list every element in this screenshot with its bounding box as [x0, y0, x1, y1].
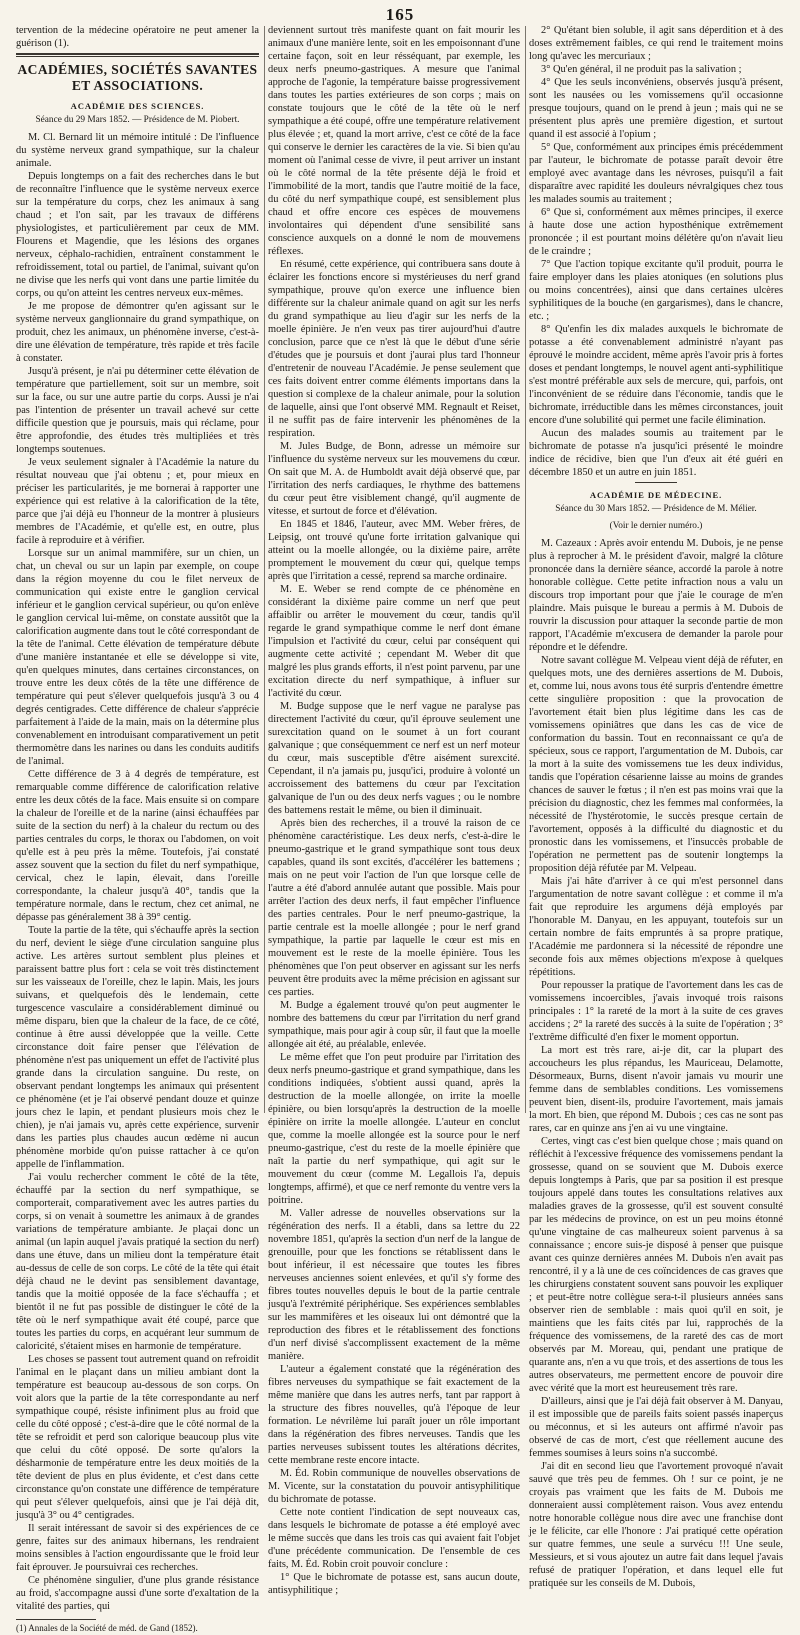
paragraph: Je me propose de démontrer qu'en agissant sur le système nerveux ganglionnaire du grand sympathique, on produit, chez les animaux, un phénomène inverse, c'est-à-dire une élévation de température, très rapide et très facile à constater. [16, 301, 259, 364]
paragraph: En résumé, cette expérience, qui contribuera sans doute à éclairer les fonctions encore si mystérieuses du nerf grand sympathique, prouve qu'on exerce une influence bien différente sur la chaleur animale quand on agit sur les nerfs du grand sympathique au lieu d'agir sur les nerfs de la moelle épinière. Je n'en veux pas tirer aujourd'hui d'autre conclusion, parce que ce n'est là que le début d'une série d'études que je poursuis et dont j'aurai plus tard l'honneur d'entretenir de nouveau l'Académie. Je pense seulement que ces faits doivent entrer comme éléments importans dans la question si complexe de la chaleur animale, pour la solution de laquelle, ainsi que l'ont observé MM. Regnault et Reiset, il ne suffit pas de faire intervenir les phénomènes de la respiration. [268, 259, 520, 439]
paragraph: Lorsque sur un animal mammifère, sur un chien, un chat, un cheval ou sur un lapin par exemple, on coupe dans la région moyenne du cou le filet nerveux de communication qui existe entre le ganglion cervical inférieur et le ganglion cervical supérieur, ou qu'on enlève le ganglion cervical lui-même, on constate aussitôt que la calorification augmente dans tout le côté correspondant de la tête de l'animal. Cette élévation de température débute d'une manière instantanée et elle se développe si vite, qu'en quelques minutes, dans certaines circonstances, on trouve entre les deux côtés de la tête une différence de température qui peut s'élever quelquefois jusqu'à 3 ou 4 degrés centigrades. Cette différence de chaleur s'apprécie parfaitement à l'aide de la main, mais on la détermine plus convenablement en introduisant comparativement un petit thermomètre dans les narines ou dans les conduits auditifs de l'animal. [16, 548, 259, 767]
paragraph: Ce phénomène singulier, d'une plus grande résistance au froid, s'accompagne aussi d'une sorte d'exaltation de la vitalité des parties, qui [16, 1575, 259, 1612]
paragraph: Le même effet que l'on peut produire par l'irritation des deux nerfs pneumo-gastrique et grand sympathique, dans les conditions indiquées, s'obtient aussi quand, après la destruction de la moelle allongée, on irrite la moelle épinière, ou bien lorsqu'après la destruction de la moelle épinière on irrite la moelle allongée. L'auteur en conclut que, comme la moelle allongée est la source pour le nerf pneumo-gastrique, c'est du reste de la moelle épinière que naît la partie du nerf sympathique, qui agit sur le mouvement du cœur (comme M. Legallois l'a, depuis longtemps, affirmé), et que ce nerf remonte du ventre vers la poitrine. [268, 1052, 520, 1206]
section-title: ACADÉMIES, SOCIÉTÉS SAVANTES ET ASSOCIATIONS. [17, 62, 258, 93]
paragraph: M. Cl. Bernard lit un mémoire intitulé : De l'influence du système nerveux grand sympathique, sur la chaleur animale. [16, 132, 259, 169]
paragraph: En 1845 et 1846, l'auteur, avec MM. Weber frères, de Leipsig, ont trouvé qu'une forte irritation galvanique qui atteint ou la moelle allongée, ou la dixième paire, arrête promptement le mouvement du cœur qui, quelque temps après que l'irritation a cessé, reprend sa marche ordinaire. [268, 519, 520, 582]
paragraph: Je veux seulement signaler à l'Académie la nature du résultat nouveau que j'ai obtenu ; et, pour mieux en préciser les particularités, je me bornerai à rapporter une expérience qui est relative à la calorification de la tête, parce que j'ai déjà eu l'honneur de la montrer à plusieurs membres de l'Académie, et qu'elle est, en outre, plus facile à reproduire et à vérifier. [16, 457, 259, 546]
paragraph: Les choses se passent tout autrement quand on refroidit l'animal en le plaçant dans un milieu ambiant dont la température est beaucoup au-dessous de son corps. On voit alors que la partie de la tête correspondante au nerf sympathique coupé, résiste infiniment plus au froid que celle du côté opposé ; c'est-à-dire que le côté normal de la tête se refroidit et perd son calorique beaucoup plus vite que celui du côté opposé. De sorte qu'alors la désharmonie de température entre les deux moitiés de la tête devient de plus en plus évidente, et c'est dans cette circonstance qu'on constate une différence de température qui peut s'élever quelquefois, ainsi que je l'ai déjà dit, jusqu'à 3° ou 4° centigrades. [16, 1354, 259, 1521]
list-item: 4° Que les seuls inconvéniens, observés jusqu'à présent, sont les nausées ou les vomissemens qu'il occasionne presque toujours, quand on le prend à jeun ; mais qui ne se présentent plus après une première digestion, et surtout quand il est associé à l'opium ; [529, 77, 783, 140]
section-rule [16, 56, 259, 57]
column-divider [264, 26, 265, 1113]
paragraph: L'auteur a également constaté que la régénération des fibres nerveuses du sympathique se fait exactement de la même manière que dans les autres nerfs, tant par rapport à la structure des fibres nouvelles, qu'à l'époque de leur formation. Le névrilème lui paraît jouer un rôle important dans la régénération des fibres nerveuses. Tandis que les parties nerveuses subissent toutes les altérations décrites, cette membrane reste encore intacte. [268, 1364, 520, 1466]
paragraph: D'ailleurs, ainsi que je l'ai déjà fait observer à M. Danyau, il est impossible que de pareils faits soient passés inaperçus ou méconnus, et si les auteurs ont affirmé n'avoir pas observé de cas de mort, c'est que réellement aucune des femmes soumises à leurs soins n'a succombé. [529, 1396, 783, 1459]
paragraph: Cette différence de 3 à 4 degrés de température, est remarquable comme différence de calorification relative entre les deux côtés de la face. Mais ensuite si on compare la chaleur de l'oreille et de la narine (ainsi échauffées par suite de la section du nerf) à la chaleur du rectum ou des parties centrales du corps, le thorax ou l'abdomen, on voit qu'elle est à peu près la même. Toutefois, j'ai constaté assez souvent que la section du filet du nerf sympathique, cervical, chez le lapin, élevait, dans l'oreille correspondante, la chaleur jusqu'à 40°, tandis que la température normale, dans le rectum, chez cet animal, ne dépasse pas généralement 38 à 39° centig. [16, 769, 259, 923]
list-item: 8° Qu'enfin les dix malades auxquels le bichromate de potasse a été convenablement administré n'ayant pas éprouvé le moindre accident, même après l'avoir pris à fortes doses et pendant longtemps, le nouvel agent anti-syphilitique s'est montré préférable aux sels de mercure, qui, parfois, ont l'inconvénient de se réduire dans l'économie, tandis que le bichromate, irréductible dans les mêmes circonstances, jouit encore d'une solubilité qui permet une facile élimination. [529, 324, 783, 426]
paragraph: Aucun des malades soumis au traitement par le bichromate de potasse n'a jusqu'ici présenté le moindre indice de récidive, bien que l'un d'eux ait été guéri en décembre 1850 et un autre en juin 1851. [529, 428, 783, 478]
footnote: (1) Annales de la Société de méd. de Gand (1852). [16, 1623, 198, 1633]
paragraph: M. Cazeaux : Après avoir entendu M. Dubois, je ne pense plus à reprocher à M. le président d'avoir, malgré la clôture prononcée dans la dernière séance, accordé la parole à notre honorable collègue. Cette petite infraction nous a valu un discours trop important pour que j'aie le courage de m'en plaindre. Mais puisque le bureau a permis à M. Dubois de rouvrir la discussion pour attaquer la seconde partie de mon rapport, l'Académie m'excusera de demander la parole pour répondre et le défendre. [529, 538, 783, 653]
column-divider [525, 26, 526, 1113]
continued-paragraph: tervention de la médecine opératoire ne peut amener la guérison (1). [16, 25, 259, 49]
paragraph: Depuis longtemps on a fait des recherches dans le but de reconnaître l'influence que le système nerveux exerce sur la température du corps, chez les animaux à sang chaud ; et l'on sait, par les travaux de différens physiologistes, et particulièrement par ceux de MM. Flourens et Magendie, que les lésions des organes nerveux, céphalo-rachidien, entraînent constamment le refroidissement, total ou partiel, de l'animal, suivant qu'on ne divise que les nerfs qui vont dans une partie limitée du corps, ou qu'on atteint les centres nerveux eux-mêmes. [16, 171, 259, 299]
paragraph: M. E. Weber se rend compte de ce phénomène en considérant la dixième paire comme un nerf que peut affaiblir ou arrêter le mouvement du cœur, tandis qu'il regarde le grand sympathique comme le nerf dont émane l'impulsion et l'activité du cœur, celui par conséquent qui augmente cette activité ; cependant M. Weber dit que malgré les plus grands efforts, il n'est point parvenu, par une excitation directe du nerf sympathique, à influer sur l'activité du cœur. [268, 584, 520, 699]
paragraph: J'ai voulu rechercher comment le côté de la tête, échauffé par la section du nerf sympathique, se comporterait, comparativement avec les autres parties du corps, si on venait à soumettre les animaux à de grandes variations de température ambiante. Je plaçai donc un animal (un lapin auquel j'avais pratiqué la section du nerf) dans une étuve, dans un milieu dont la température était au-dessus de celle de son corps. Le côté de la tête qui était déjà chaud ne le devint pas sensiblement davantage, tandis que la moitié opposée de la face s'échauffa ; et bientôt il ne fut pas possible de distinguer le côté de la tête où le nerf sympathique avait été coupé, parce que toutes les parties du corps, en acquérant leur summum de caloricité, s'étaient mises en harmonie de température. [16, 1172, 259, 1352]
section-rule [16, 53, 259, 55]
list-item: 6° Que si, conformément aux mêmes principes, il exerce à haute dose une action hyposthénique extrêmement prononcée ; il est pourtant moins délétère qu'on n'avait lieu de le craindre ; [529, 207, 783, 257]
paragraph: Jusqu'à présent, je n'ai pu déterminer cette élévation de température que partiellement, soit sur un membre, soit sur la face, ou sur une autre partie du corps. Aussi je n'ai pas l'intention de présenter un travail achevé sur cette difficile question que je poursuis, mais qui réclame, pour être approfondie, des études très multipliées et très longtemps soutenues. [16, 366, 259, 455]
paragraph: Notre savant collègue M. Velpeau vient déjà de réfuter, en quelques mots, une des dernières assertions de M. Dubois, et, comme lui, nous avons tous été surpris d'entendre émettre cette singulière proposition : que la provocation de l'avortement était bien plus légitime dans les cas de vomissemens opiniâtres que dans les cas de vice de conformation du bassin. Tout en reconnaissant ce qu'a de spécieux, sous ce rapport, l'argumentation de M. Dubois, car la mort à la suite des vomissemens tue les deux individus, tandis que l'opération césarienne laisse au moins de grandes chances de sauver le fœtus ; il n'en est pas moins vrai que la précision du diagnostic, chez les femmes mal conformées, la nécessité de l'hystérotomie, le succès presque certain de l'avortement, opposés à la difficulté du diagnostic et du pronostic dans les vomissemens, et l'insuccès probable de l'opération ne permettent pas de soutenir longtemps la proposition déjà réfutée par M. Velpeau. [529, 655, 783, 874]
paragraph: Après bien des recherches, il a trouvé la raison de ce phénomène caractéristique. Les deux nerfs, c'est-à-dire le pneumo-gastrique et le grand sympathique sont tous deux capables, quand ils sont excités, d'accélérer les battemens ; mais on ne peut voir l'action de l'un que lorsque celle de l'autre a été d'abord annulée autant que possible. Mais pour arrêter l'action des deux nerfs, il faut empêcher l'influence des parties centrales. Pour le nerf pneumo-gastrique, la partie centrale est la moelle allongée ; pour le nerf grand sympathique, la partie par laquelle le cœur est mis en mouvement est le reste de la moelle épinière. Tous les phénomènes que l'on peut observer en agissant sur les nerfs peuvent être produits avec la même précision en agissant sur ces parties. [268, 818, 520, 998]
academy-heading: ACADÉMIE DE MÉDECINE. [589, 490, 723, 500]
list-item: 2° Qu'étant bien soluble, il agit sans déperdition et à des doses extrêmement faibles, ce qui rend le traitement moins long qu'avec les mercuriaux ; [529, 25, 783, 62]
column-2 [268, 24, 520, 1596]
list-item: 7° Que l'action topique excitante qu'il produit, pourra le faire employer dans les plaies atoniques (en solutions plus ou moins concentrées), ainsi que dans certaines ulcères syphilitiques de la bouche (en gargarismes), dans le chancre, etc. ; [529, 259, 783, 322]
paragraph: La mort est très rare, ai-je dit, car la plupart des accoucheurs les plus répandus, les Mauriceau, Delamotte, Désormeaux, Burns, disent n'avoir jamais vu mourir une femme dans de semblables conditions. Les vomissemens peuvent bien, disent-ils, produire l'avortement, mais jamais la mort. Eh bien, que répond M. Dubois ; ces cas ne sont pas rares, car en quinze ans j'en ai vu une vingtaine. [529, 1045, 783, 1134]
paragraph: deviennent surtout très manifeste quant on fait mourir les animaux d'une manière lente, soit en les empoisonnant d'une certaine façon, soit en leur résséquant, par exemple, les deux nerfs pneumo-gastriques. A mesure que l'animal approche de l'agonie, la température baisse progressivement dans toutes les parties extérieures de son corps ; mais on constate toujours que le côté de la tête où le nerf sympathique a été coupé, offre une température relativement plus élevée ; et, quand la mort arrive, c'est ce côté de la face qui conserve le dernier les caractères de la vie. Si bien qu'au moment où l'animal cesse de vivre, il peut arriver un instant où le côté normal de la tête présente déjà le froid et l'immobilité de la mort, tandis que l'autre moitié de la face, du côté du nerf sympathique coupé, est sensiblement plus chaud et offre encore ces espèces de mouvemens involontaires qui dépendent d'une sensibilité sans conscience auxquels on a donné le nom de mouvemens réflexes. [268, 25, 520, 257]
footnote-rule [16, 1619, 96, 1620]
list-item: 3° Qu'en général, il ne produit pas la salivation ; [541, 64, 742, 75]
paragraph: Il serait intéressant de savoir si des expériences de ce genre, faites sur des animaux hibernans, les rendraient moins sensibles à l'action engourdissante que le froid leur fait éprouver. Je poursuivrai ces recherches. [16, 1523, 259, 1573]
session-note: (Voir le dernier numéro.) [609, 521, 703, 531]
paragraph: 1° Que le bichromate de potasse est, sans aucun doute, antisyphilitique ; [268, 1572, 520, 1596]
paragraph: Cette note contient l'indication de sept nouveaux cas, dans lesquels le bichromate de potasse a été employé avec le même succès que dans les trois cas qui avaient fait l'objet d'une précédente communication. De l'ensemble de ces faits, M. Éd. Robin croit pouvoir conclure : [268, 1507, 520, 1570]
paragraph: M. Éd. Robin communique de nouvelles observations de M. Vicente, sur la constatation du pouvoir antisyphilitique du bichromate de potasse. [268, 1468, 520, 1505]
paragraph: Mais j'ai hâte d'arriver à ce qui m'est personnel dans l'argumentation de notre savant collègue : et comme il m'a fait que reproduire les argumens déjà employés par l'honorable M. Danyau, en les appuyant, toutefois sur un certain nombre de faits empruntés à sa propre pratique, l'Académie me pardonnera si la nécessité de répondre une seconde fois aux mêmes objections m'expose à quelques répétitions. [529, 876, 783, 978]
paragraph: M. Jules Budge, de Bonn, adresse un mémoire sur l'influence du système nerveux sur les mouvemens du cœur. On sait que M. A. de Humboldt avait déjà observé que, par l'irritation des nerfs cardiaques, le rhythme des battemens du cœur peut être visiblement changé, qu'il augmente de vitesse, et surtout de force et d'élévation. [268, 441, 520, 517]
column-1 [16, 24, 259, 1633]
paragraph: J'ai dit en second lieu que l'avortement provoqué n'avait sauvé que très peu de femmes. Oh ! sur ce point, je ne croyais pas vraiment que les faits de M. Dubois me donneraient aussi complètement raison. Vous avez entendu notre honorable collègue nous dire avec une franchise dont je le félicite, car elle l'honore : J'ai pratiqué cette opération sur quatre femmes, une seule a survécu !!! Une seule, Messieurs, et si vous ajoutez un autre fait dans lequel j'avais refusé de pratiquer l'opération, et dans lequel elle fut pratiquée sur les conseils de M. Dubois, [529, 1461, 783, 1589]
section-rule [635, 482, 677, 483]
session-line: Séance du 29 Mars 1852. — Présidence de M. Piobert. [35, 115, 240, 125]
paragraph: M. Valler adresse de nouvelles observations sur la régénération des nerfs. Il a établi, dans sa lettre du 22 novembre 1851, qu'après la section d'un nerf de la langue de grenouille, pour que les fonctions se rétablissent dans le bout inférieur, il est nécessaire que toutes les fibres nerveuses anciennes soient enlevées, et qu'il s'y forme des fibres toutes nouvelles depuis le bout de la partie centrale jusqu'à l'extrémité périphérique. Ses expériences semblables sur les mammifères et les oiseaux lui ont démontré que la reproduction des fibres et le rétablissement des fonctions d'un nerf divisé s'accomplissent exactement de la même manière. [268, 1208, 520, 1362]
session-line: Séance du 30 Mars 1852. — Présidence de M. Mélier. [555, 504, 757, 514]
paragraph: M. Budge a également trouvé qu'on peut augmenter le nombre des battemens du cœur par l'irritation du nerf grand sympathique, mais pour agir à coup sûr, il faut que la moelle allongée ait été, au préalable, enlevée. [268, 1000, 520, 1050]
column-3 [529, 24, 783, 1589]
paragraph: Pour repousser la pratique de l'avortement dans les cas de vomissemens incoercibles, j'avais invoqué trois raisons principales : 1° la rareté de la mort à la suite de ces graves accidens ; 2° la rareté des succès à la suite de l'opération ; 3° l'extrême difficulté d'en fixer le moment opportun. [529, 980, 783, 1043]
academy-heading: ACADÉMIE DES SCIENCES. [70, 101, 205, 111]
paragraph: Toute la partie de la tête, qui s'échauffe après la section du nerf, devient le siège d'une circulation sanguine plus active. Les artères surtout semblent plus pleines et paraissent battre plus fort : cela se voit très distinctement sur les vaisseaux de l'oreille, chez le lapin. Mais, les jours suivans, et quelquefois dès le lendemain, cette turgescence vasculaire a considérablement diminué ou même disparu, bien que la chaleur de la face, de ce côté, continue à être aussi développée que la veille. Cette circonstance doit faire penser que l'élévation de phénomène n'est pas uniquement un effet de l'activité plus grande dans la circulation sanguine. Du reste, on observant pendant longtemps les animaux qui présentent ce phénomène (et je l'ai observé pendant douze et quinze jours chez le lapin, et pendant plusieurs mois chez le chien), je n'ai jamais vu, après cette expérience, survenir dans les parties plus chaudes aucun œdème ni aucun phénomène morbide qu'on puisse rattacher à ce qu'on appelle de l'inflammation. [16, 925, 259, 1170]
paragraph: Certes, vingt cas c'est bien quelque chose ; mais quand on réfléchit à l'excessive fréquence des vomissemens pendant la grossesse, quand on se souvient que M. Dubois exerce depuis longtemps à Paris, que par sa position il est presque toujours appelé dans toutes les consultations relatives aux maladies graves de la grossesse, qu'il est souvent consulté par les médecins de province, on est un peu moins étonné qu'une vingtaine de cas malheureux soient parvenus à sa connaissance ; encore suis-je disposé à penser que puisque avant ces quinze dernières années M. Dubois n'en avait pas rencontré, il y a là une de ces coïncidences de cas graves que les chirurgiens constatent souvent sans pouvoir les expliquer ; et peut-être notre collègue sera-t-il plusieurs années sans observer rien de semblable : mais quoi qu'il en soit, je maintiens que les faits cités par lui, rapprochés de la fréquence des vomissemens, de la rareté des cas de mort observés par M. Moreau, qui, pendant une pratique de quarante ans, n'en a vu que trois, et des assertions de tous les autres observateurs, me permettent encore de pouvoir dire avec vérité que la mort est heureusement très rare. [529, 1136, 783, 1394]
paragraph: M. Budge suppose que le nerf vague ne paralyse pas directement l'activité du cœur, qu'il éprouve seulement une surexcitation quand on le soumet à un fort courant galvanique ; que conséquemment ce nerf est un nerf moteur du cœur, mais susceptible d'être aisément surexcité. Cependant, il n'a jamais pu, jusqu'ici, produire à volonté un accroissement des battemens du cœur par l'excitation galvanique de l'un ou des deux nerfs vagues ; ou le nombre des battemens restait le même, ou bien il diminuait. [268, 701, 520, 816]
list-item: 5° Que, conformément aux principes émis précédemment par l'auteur, le bichromate de potasse paraît devoir être employé avec avantage dans les névroses, puisqu'il a fait disparaître avec rapidité les douleurs névralgiques chez tous les malades soumis au traitement ; [529, 142, 783, 205]
page-number: 165 [385, 5, 415, 24]
